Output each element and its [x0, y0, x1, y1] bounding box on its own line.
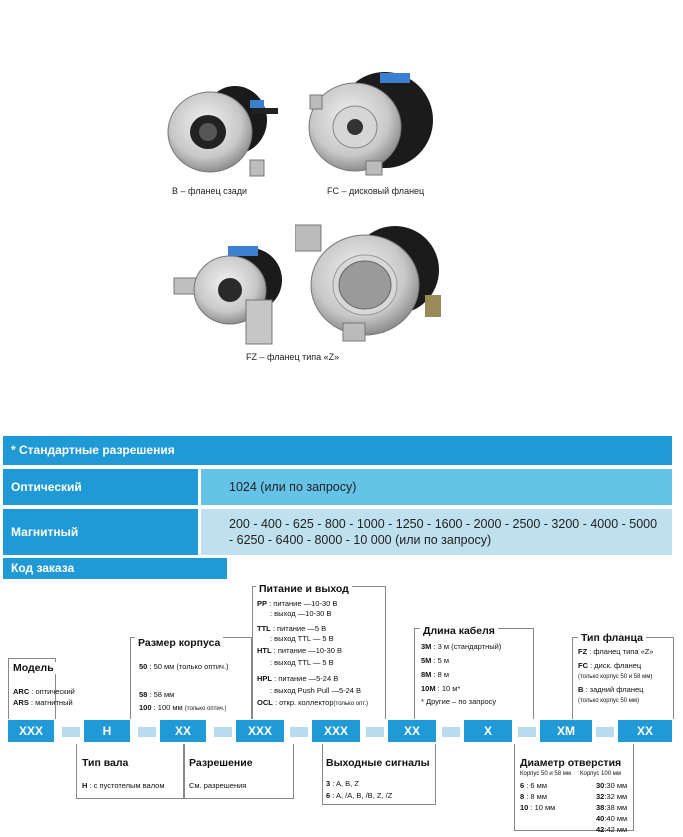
flange-fc-note: (только корпус 50 и 58 мм)	[578, 674, 653, 680]
power-line-pp-out: : выход —10-30 В	[270, 609, 332, 618]
resolution-heading: Разрешение	[189, 757, 253, 769]
cable-option-5m: 5M : 5 м	[421, 656, 450, 665]
code-box-model: XXX	[8, 720, 54, 742]
shaft-option-h: H : с пустотелым валом	[82, 781, 165, 790]
bore-option-30: 30:30 мм	[596, 781, 628, 790]
cable-note: * Другие – по запросу	[421, 697, 497, 706]
power-line-hpl-out: : выход Push Pull —5-24 В	[270, 686, 362, 695]
encoder-photo-fz-large	[295, 215, 445, 345]
code-box-flange: XX	[618, 720, 672, 742]
code-box-signals: XX	[388, 720, 436, 742]
size-option-58: 58 : 58 мм	[139, 690, 175, 699]
power-line-ttl-out: : выход TTL — 5 В	[270, 634, 334, 643]
bore-col1-head: Корпус 50 и 58 мм	[520, 771, 571, 777]
code-box-size: XX	[160, 720, 206, 742]
encoder-photo-fc-flange	[300, 65, 440, 180]
caption-fc-flange: FC – дисковый фланец	[327, 186, 425, 196]
order-code-title: Код заказа	[3, 558, 227, 579]
code-box-shaft: H	[84, 720, 130, 742]
bore-option-8: 8 : 8 мм	[520, 792, 547, 801]
code-separator	[518, 727, 536, 737]
power-line-ocl: OCL : откр. коллектор(только опт.)	[257, 698, 369, 707]
caption-fz-flange: FZ – фланец типа «Z»	[246, 352, 340, 362]
code-box-cable: X	[464, 720, 512, 742]
resolution-note: См. разрешения	[189, 781, 247, 790]
signals-option-6: 6 : A, /A, B, /B, Z, /Z	[326, 791, 393, 800]
model-heading: Модель	[13, 662, 57, 674]
power-line-pp: PP : питание —10-30 В	[257, 599, 338, 608]
power-line-htl-out: : выход TTL — 5 В	[270, 658, 334, 667]
bore-option-38: 38:38 мм	[596, 803, 628, 812]
shaft-heading: Тип вала	[82, 757, 129, 769]
flange-heading: Тип фланца	[578, 632, 646, 644]
cable-heading: Длина кабеля	[420, 625, 498, 637]
caption-b-flange: B – фланец сзади	[172, 186, 248, 196]
bore-option-6: 6 : 6 мм	[520, 781, 547, 790]
bore-option-42: 42:42 мм	[596, 825, 628, 834]
size-option-50: 50 : 50 мм (только оптич.)	[139, 662, 229, 671]
code-separator	[366, 727, 384, 737]
bore-col2-head: Корпус 100 мм	[580, 771, 621, 777]
cable-option-8m: 8M : 8 м	[421, 670, 450, 679]
signals-heading: Выходные сигналы	[326, 757, 430, 769]
bore-option-32: 32:32 мм	[596, 792, 628, 801]
power-line-hpl: HPL : питание —5-24 В	[257, 674, 339, 683]
code-separator	[596, 727, 614, 737]
code-box-power: XXX	[312, 720, 360, 742]
code-separator	[442, 727, 460, 737]
resolution-magnetic-label: Магнитный	[3, 509, 198, 555]
resolution-optical-value: 1024 (или по запросу)	[201, 469, 672, 505]
size-option-100: 100 : 100 мм (только оптич.)	[139, 703, 227, 712]
code-separator	[62, 727, 80, 737]
code-box-bore: XM	[540, 720, 592, 742]
resolution-optical-label: Оптический	[3, 469, 198, 505]
bore-option-40: 40:40 мм	[596, 814, 628, 823]
resolution-magnetic-value: 200 - 400 - 625 - 800 - 1000 - 1250 - 1600 - 2000 - 2500 - 3200 - 4000 - 5000 - 6250 - 6400 - 8000 - 10 000 (или по запросу)	[201, 509, 672, 555]
size-heading: Размер корпуса	[135, 637, 223, 649]
signals-option-3: 3 : A, B, Z	[326, 779, 359, 788]
model-option-arc: ARC : оптический	[13, 687, 75, 696]
encoder-photo-b-flange	[160, 70, 280, 180]
code-separator	[214, 727, 232, 737]
power-heading: Питание и выход	[256, 583, 352, 595]
flange-option-fz: FZ : фланец типа «Z»	[578, 647, 654, 656]
cable-option-10m: 10M : 10 м*	[421, 684, 461, 693]
power-line-ttl: TTL : питание —5 В	[257, 624, 327, 633]
encoder-photo-fz-small	[170, 240, 290, 350]
flange-option-b: B : задний фланец	[578, 685, 644, 694]
resolutions-title: * Стандартные разрешения	[3, 436, 672, 465]
bore-heading: Диаметр отверстия	[520, 757, 622, 769]
model-option-ars: ARS : магнитный	[13, 698, 73, 707]
code-separator	[290, 727, 308, 737]
cable-option-3m: 3M : 3 м (стандартный)	[421, 642, 502, 651]
power-line-htl: HTL : питание —10-30 В	[257, 646, 342, 655]
bore-option-10: 10 : 10 мм	[520, 803, 556, 812]
flange-option-fc: FC : диск. фланец	[578, 661, 642, 670]
flange-b-note: (только корпус 50 мм)	[578, 698, 640, 704]
code-box-resolution: XXX	[236, 720, 284, 742]
code-separator	[138, 727, 156, 737]
